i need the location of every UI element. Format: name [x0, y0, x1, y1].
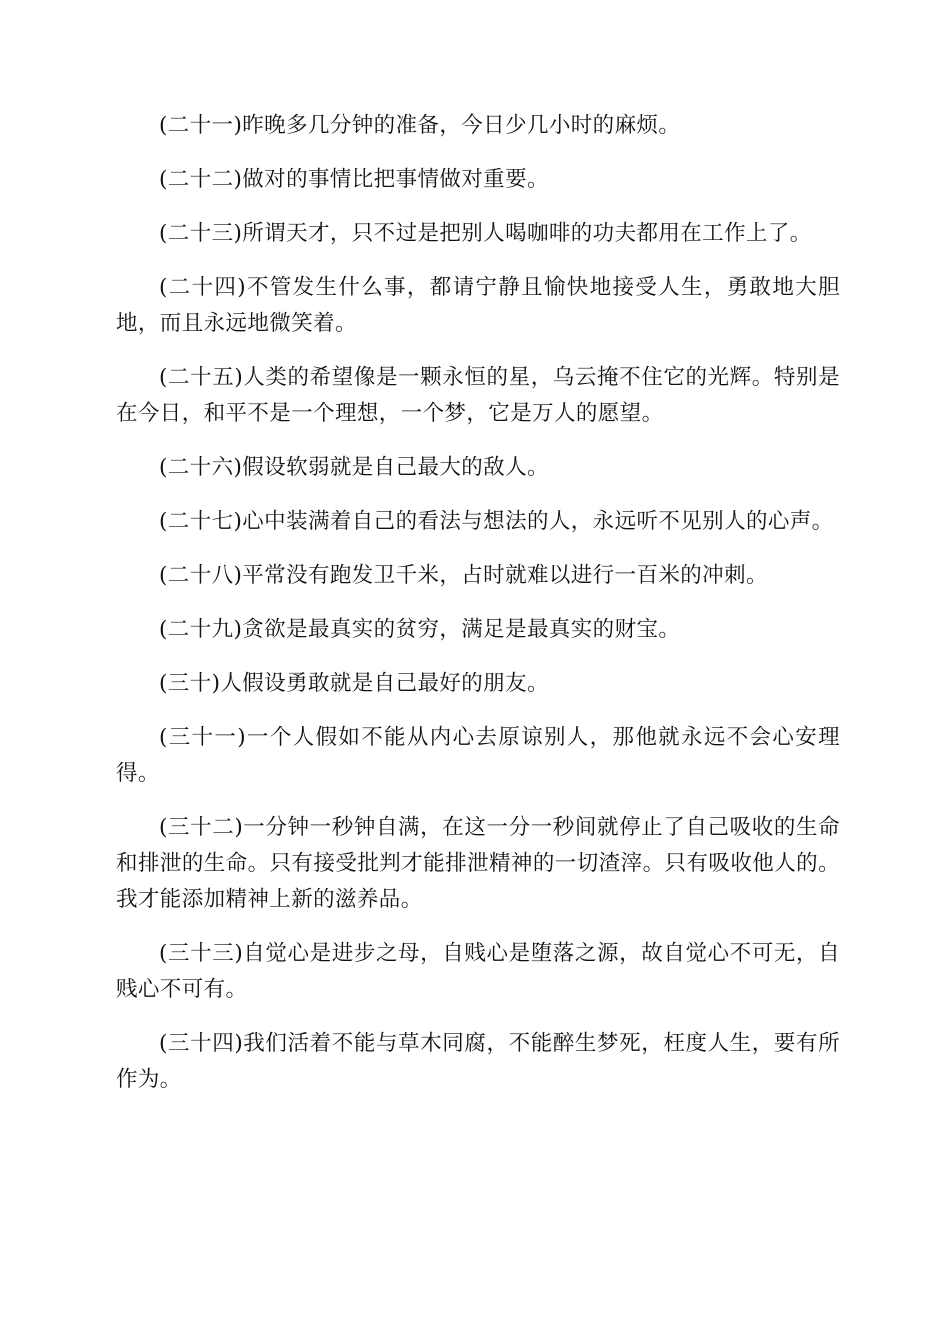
paragraph-31: (三十一)一个人假如不能从内心去原谅别人，那他就永远不会心安理得。 — [116, 725, 840, 786]
paragraph-34: (三十四)我们活着不能与草木同腐，不能醉生梦死，枉度人生，要有所作为。 — [116, 1031, 840, 1092]
paragraph-25: (二十五)人类的希望像是一颗永恒的星，乌云掩不住它的光辉。特别是在今日，和平不是一个理想，一个梦，它是万人的愿望。 — [116, 365, 840, 426]
paragraph-28: (二十八)平常没有跑发卫千米，占时就难以进行一百米的冲刺。 — [159, 563, 768, 588]
paragraph-29: (二十九)贪欲是最真实的贫穷，满足是最真实的财宝。 — [159, 617, 681, 642]
paragraph-32: (三十二)一分钟一秒钟自满，在这一分一秒间就停止了自己吸收的生命和排泄的生命。只有接受批判才能排泄精神的一切渣滓。只有吸收他人的。我才能添加精神上新的滋养品。 — [116, 815, 840, 912]
paragraph-24: (二十四)不管发生什么事，都请宁静且愉快地接受人生，勇敢地大胆地，而且永远地微笑着。 — [116, 275, 840, 336]
paragraph-22: (二十二)做对的事情比把事情做对重要。 — [159, 167, 549, 192]
paragraph-21: (二十一)昨晚多几分钟的准备，今日少几小时的麻烦。 — [159, 113, 681, 138]
paragraph-26: (二十六)假设软弱就是自己最大的敌人。 — [159, 455, 549, 480]
paragraph-23: (二十三)所谓天才，只不过是把别人喝咖啡的功夫都用在工作上了。 — [159, 221, 812, 246]
paragraph-33: (三十三)自觉心是进步之母，自贱心是堕落之源，故自觉心不可无，自贱心不可有。 — [116, 941, 840, 1002]
paragraph-30: (三十)人假设勇敢就是自己最好的朋友。 — [159, 671, 549, 696]
document-page — [116, 108, 840, 1116]
paragraph-27: (二十七)心中装满着自己的看法与想法的人，永远听不见别人的心声。 — [159, 509, 834, 534]
